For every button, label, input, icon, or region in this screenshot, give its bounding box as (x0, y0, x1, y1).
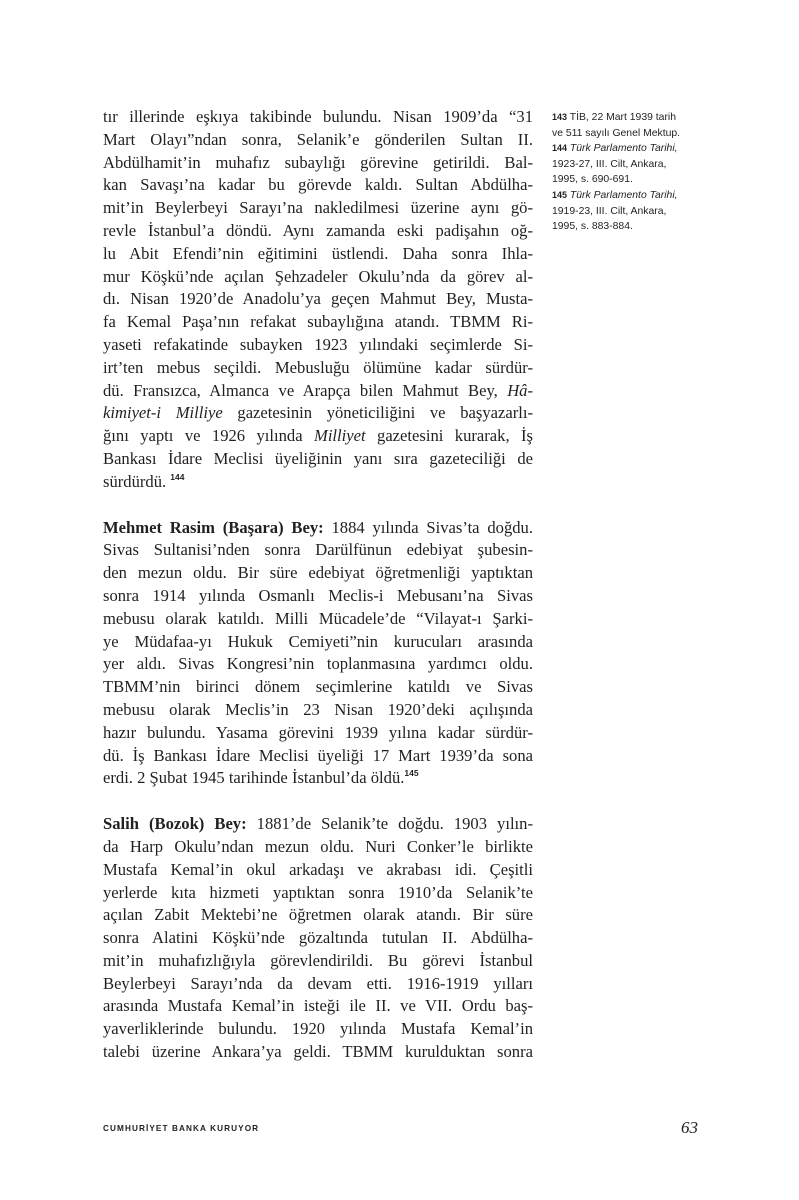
text-line: lu Abit Efendi’nin eğitimini üstlendi. Daha sonra Ihla- (103, 243, 533, 263)
text-line: dü. İş Bankası İdare Meclisi üyeliği 17 Mart 1939’da sona (103, 745, 533, 765)
text-line: kan Savaşı’na kadar bu görevde kaldı. Sultan Abdülha- (103, 175, 533, 195)
text-line: mit’in Beylerbeyi Sarayı’na nakledilmesi üzerine aynı gö- (103, 198, 533, 218)
page-number: 63 (681, 1118, 698, 1137)
text-segment: gazetesinin yöneticiliğini ve başyazarlı- (222, 403, 533, 423)
text-segment: 1884 yılında Sivas’ta doğdu. (323, 517, 533, 537)
text-line: sonra Alatini Köşkü’nde gözaltında tutulan II. Abdülha- (103, 928, 533, 948)
text-line: mebusu olarak Meclis’in 23 Nisan 1920’deki açılışında (103, 699, 533, 719)
text-line: revle İstanbul’a döndü. Aynı zamanda eski padişahın oğ- (103, 220, 533, 240)
text-line: sonra 1914 yılında Osmanlı Meclis-i Mebusanı’na Sivas (103, 585, 533, 605)
sidenote-text: 1919-23, III. Cilt, Ankara, (552, 205, 667, 217)
text-line (103, 813, 533, 836)
text-line (103, 425, 533, 448)
text-line: Sivas Sultanisi’nden sonra Darülfünun edebiyat şubesin- (103, 540, 533, 560)
sidenote-text: 1995, s. 690-691. (552, 174, 633, 186)
text-segment: sürdürdü. (103, 471, 171, 491)
text-line (103, 767, 533, 790)
text-line: açılan Zabit Mektebi’ne öğretmen olarak atandı. Bir süre (103, 905, 533, 925)
sidenotes-column (552, 110, 712, 235)
text-line: mur Köşkü’nde açılan Şehzadeler Okulu’nda da görev al- (103, 266, 533, 286)
sidenote-number: 145 (552, 189, 568, 200)
text-line: Mustafa Kemal’in okul arkadaşı ve akrabası idi. Çeşitli (103, 859, 533, 879)
text-line: yer aldı. Sivas Kongresi’nin toplanmasına yardımcı oldu. (103, 654, 533, 674)
text-line: fa Kemal Paşa’nın refakat subaylığına atandı. TBMM Ri- (103, 312, 533, 332)
text-segment: gazetesini kurarak, İş (365, 426, 533, 446)
text-line: TBMM’nin birinci dönem seçimlerine katıldı ve Sivas (103, 677, 533, 697)
text-line (103, 517, 533, 540)
text-line: yaverliklerinde bulundu. 1920 yılında Mustafa Kemal’in (103, 1019, 533, 1039)
running-footer-book-title: CUMHURİYET BANKA KURUYOR (103, 1124, 260, 1133)
text-line: tır illerinde eşkıya takibinde bulundu. Nisan 1909’da “31 (103, 107, 533, 126)
text-line: mit’in muhafızlığıyla görevlendirildi. Bu görevi İstanbul (103, 950, 533, 970)
sidenote-number: 144 (552, 143, 568, 154)
italic-text-milliyet: Milliyet (314, 426, 366, 446)
text-line: mebusu olarak katıldı. Milli Mücadele’de “Vilayat-ı Şarki- (103, 608, 533, 628)
person-name-heading: Mehmet Rasim (Başara) Bey: (103, 517, 324, 537)
sidenote-145 (552, 188, 712, 235)
sidenote-italic-title: Türk Parlamento Tarihi, (567, 189, 678, 201)
text-line (103, 471, 533, 494)
text-line: Abdülhamit’in muhafız subaylığı görevine getirildi. Bal- (103, 152, 533, 172)
sidenote-143 (552, 110, 712, 141)
text-line: talebi üzerine Ankara’ya geldi. TBMM kurulduktan sonra (103, 1042, 533, 1062)
sidenote-text: ve 511 sayılı Genel Mektup. (552, 127, 681, 139)
text-segment: erdi. 2 Şubat 1945 tarihinde İstanbul’da öldü. (103, 768, 405, 788)
paragraph-mehmet-rasim-bey (103, 517, 533, 791)
footnote-ref-144: 144 (170, 471, 185, 482)
sidenote-text: 1995, s. 883-884. (552, 221, 633, 233)
main-text-column (103, 106, 533, 1064)
text-line: da Harp Okulu’ndan mezun oldu. Nuri Conker’le birlikte (103, 836, 533, 856)
text-line: den mezun oldu. Bir süre edebiyat öğretmenliği yaptıktan (103, 563, 533, 583)
text-line: arasında Mustafa Kemal’in isteği ile II. ve VII. Ordu baş- (103, 996, 533, 1016)
text-line: ye Müdafaa-yı Hukuk Cemiyeti”nin kurucuları arasında (103, 631, 533, 651)
person-name-heading: Salih (Bozok) Bey: (103, 814, 247, 834)
text-line: hazır bulundu. Yasama görevini 1939 yılına kadar sürdür- (103, 722, 533, 742)
italic-text-hakimiyet-part1: Hâ- (507, 380, 533, 400)
sidenote-144 (552, 141, 712, 188)
text-line: irt’ten mebus seçildi. Mebusluğu ölümüne kadar sürdür- (103, 357, 533, 377)
text-line (103, 402, 533, 425)
text-segment: dü. Fransızca, Almanca ve Arapça bilen Mahmut Bey, (103, 380, 508, 400)
italic-text-hakimiyet-part2: kimiyet-i Milliye (103, 403, 223, 423)
text-line (103, 380, 533, 403)
sidenote-italic-title: Türk Parlamento Tarihi, (567, 143, 678, 155)
text-segment: 1881’de Selanik’te doğdu. 1903 yılın- (246, 814, 533, 834)
text-line: Mart Olayı”ndan sonra, Selanik’e gönderilen Sultan II. (103, 129, 533, 149)
text-line: Bankası İdare Meclisi üyeliğinin yanı sıra gazeteciliği de (103, 448, 533, 468)
paragraph-salih-bey (103, 813, 533, 1064)
sidenote-text: 1923-27, III. Cilt, Ankara, (552, 158, 667, 170)
text-line: yerlerde kıta hizmeti yaptıktan sonra 1910’da Selanik’te (103, 882, 533, 902)
text-segment: ğını yaptı ve 1926 yılında (103, 426, 314, 446)
text-line: yaseti refakatinde subayken 1923 yılındaki seçimlerde Si- (103, 334, 533, 354)
text-line: Beylerbeyi Sarayı’nda da devam etti. 1916-1919 yılları (103, 973, 533, 993)
footnote-ref-145: 145 (404, 768, 419, 779)
sidenote-text: TİB, 22 Mart 1939 tarih (567, 112, 676, 123)
text-line: dı. Nisan 1920’de Anadolu’ya geçen Mahmut Bey, Musta- (103, 289, 533, 309)
sidenote-number: 143 (552, 112, 568, 122)
paragraph-mahmut-bey (103, 106, 533, 494)
